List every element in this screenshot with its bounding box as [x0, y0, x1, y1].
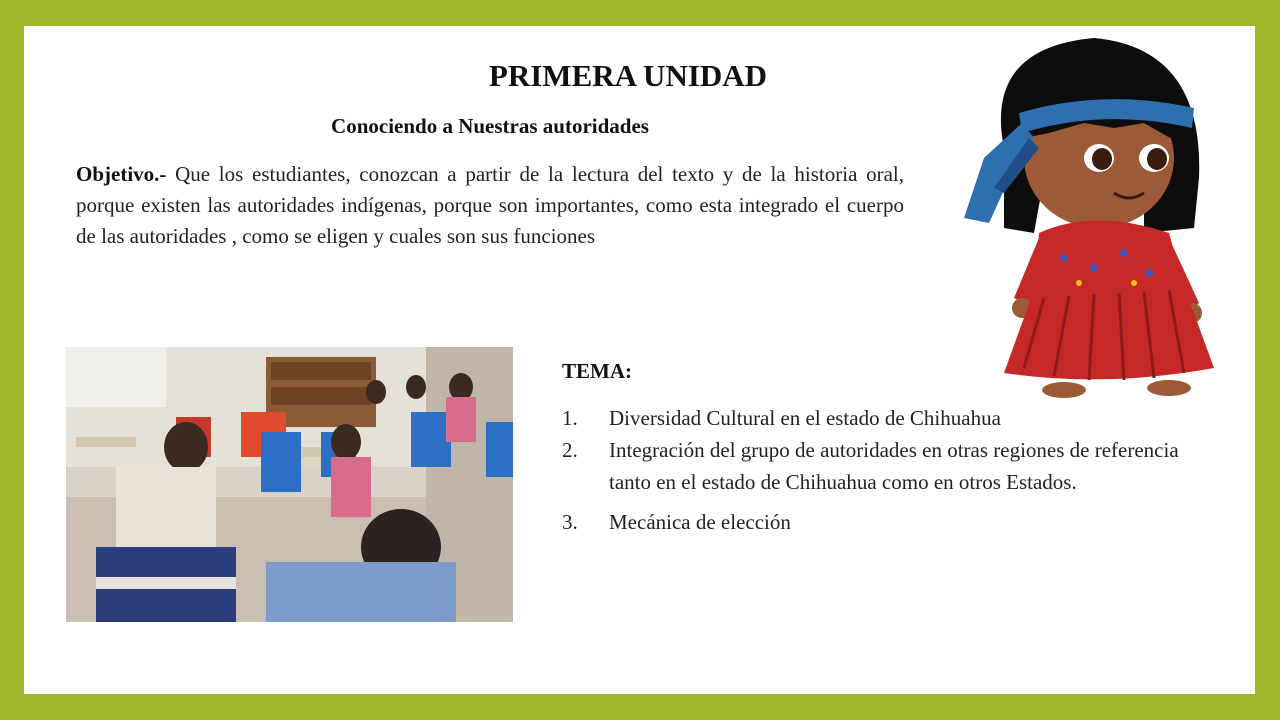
classroom-photo — [66, 347, 513, 622]
tema-item-text: Integración del grupo de autoridades en otras regiones de referencia tanto en el estado de Chihuahua como en otros Estados. — [609, 438, 1179, 494]
tema-heading: TEMA: — [562, 359, 632, 383]
slide-title: PRIMERA UNIDAD — [488, 58, 768, 93]
tema-item — [562, 506, 1202, 538]
tema-item — [562, 402, 1202, 434]
tema-item — [562, 434, 1202, 498]
tema-list — [562, 402, 1202, 538]
objective-text: Que los estudiantes, conozcan a partir de la lectura del texto y de la historia oral, porque existen las autoridades indígenas, porque son importantes, como esta integrado el cuerpo de las autoridades , como se eligen y cuales son sus funciones — [76, 162, 904, 248]
objective-label: Objetivo.- — [76, 162, 167, 186]
tema-item-number: 2. — [562, 438, 578, 462]
tema-item-text: Mecánica de elección — [609, 510, 791, 534]
slide-subtitle: Conociendo a Nuestras autoridades — [331, 114, 649, 138]
slide — [24, 26, 1255, 694]
cartoon-girl-illustration — [944, 28, 1234, 403]
objective-paragraph — [76, 159, 904, 252]
tema-item-text: Diversidad Cultural en el estado de Chihuahua — [609, 406, 1001, 430]
tema-item-number: 3. — [562, 510, 578, 534]
tema-item-number: 1. — [562, 406, 578, 430]
